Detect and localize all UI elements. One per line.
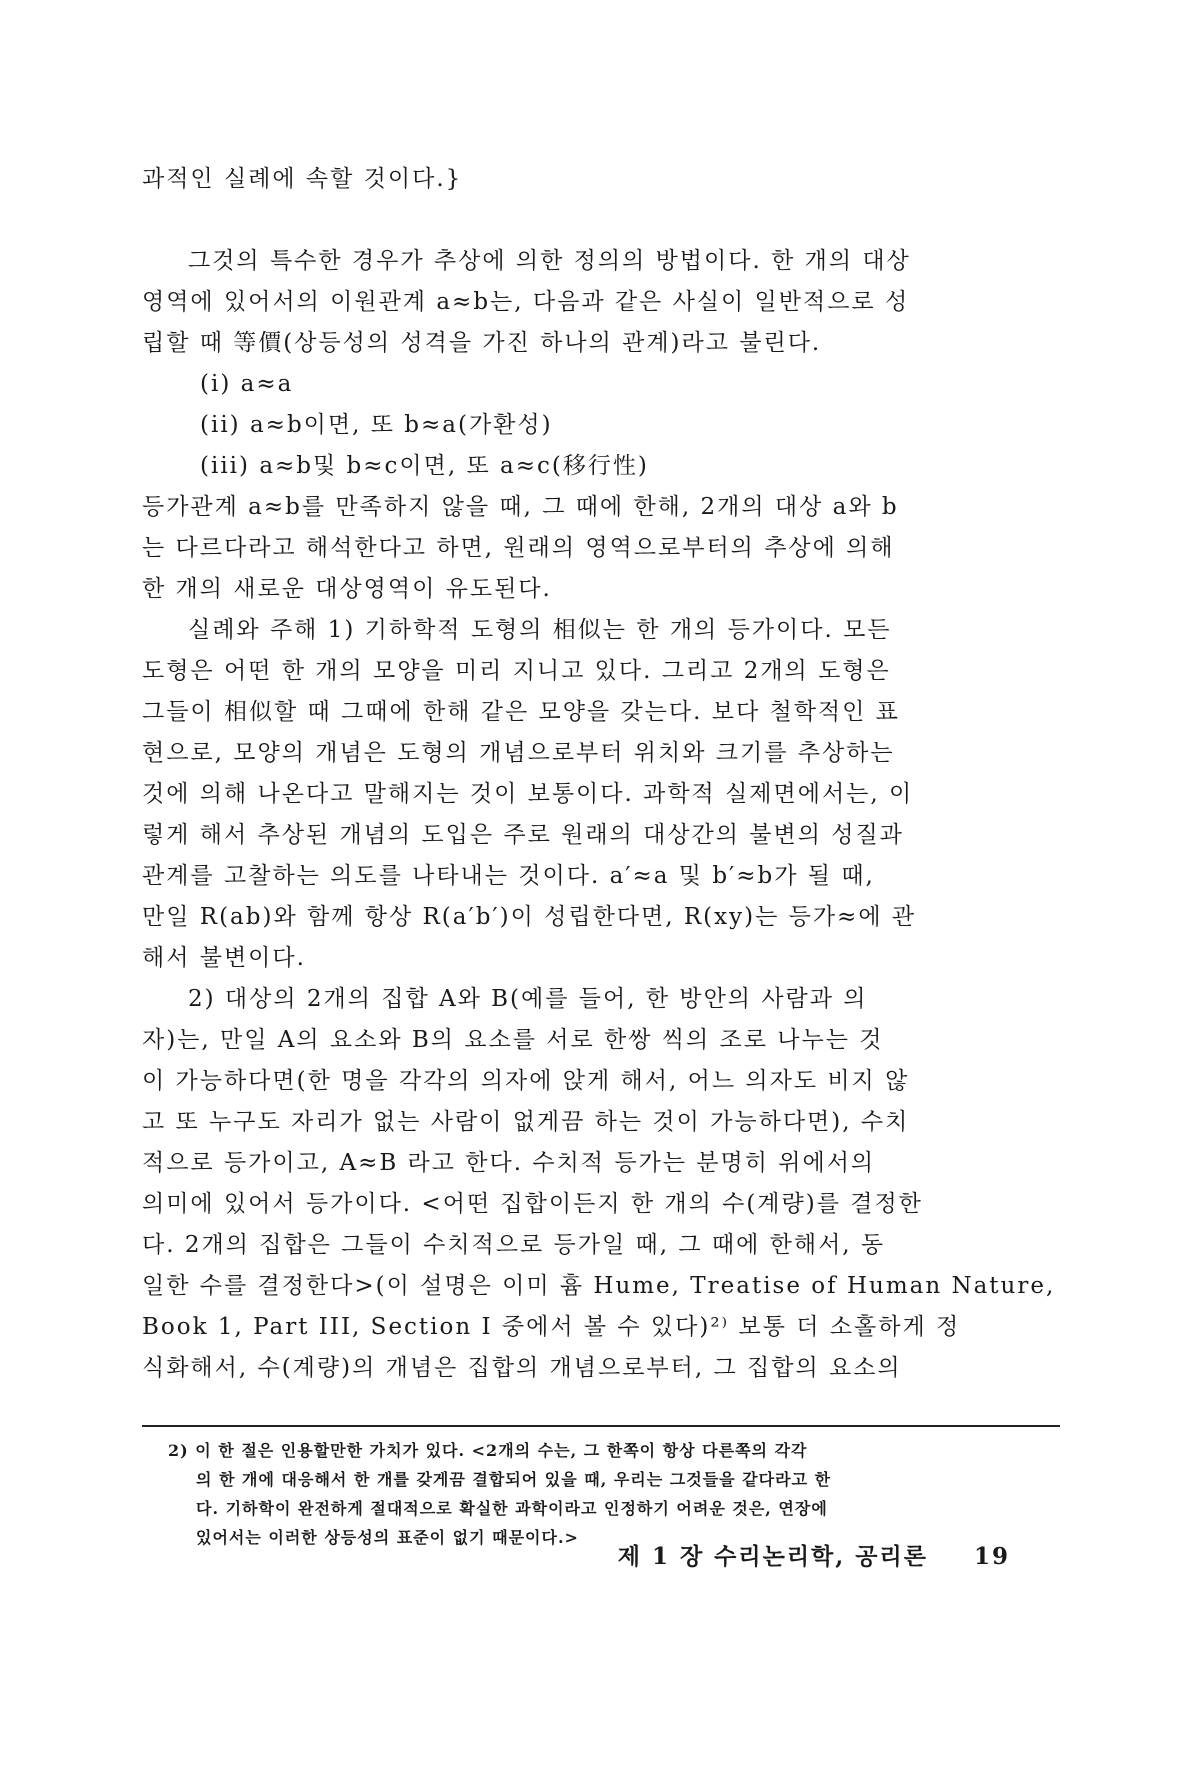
list-item: (i) a≈a (200, 371, 294, 397)
main-text (142, 159, 1062, 1389)
list-item: (iii) a≈b및 b≈c이면, 또 a≈c(移行性) (200, 453, 649, 479)
text-line: 다. 2개의 집합은 그들이 수치적으로 등가일 때, 그 때에 한해서, 동 (142, 1232, 886, 1258)
page-number: 19 (973, 1543, 1010, 1570)
text-line: 일한 수를 결정한다>(이 설명은 이미 흄 Hume, Treatise of Human Nature, (142, 1273, 1056, 1299)
text-line: 등가관계 a≈b를 만족하지 않을 때, 그 때에 한해, 2개의 대상 a와 b (142, 494, 899, 520)
text-line: 그것의 특수한 경우가 추상에 의한 정의의 방법이다. 한 개의 대상 (188, 248, 911, 274)
running-footer (600, 1538, 1010, 1571)
text-line: 도형은 어떤 한 개의 모양을 미리 지니고 있다. 그리고 2개의 도형은 (142, 658, 891, 684)
footnote (168, 1436, 1058, 1552)
blank-line (142, 200, 1062, 241)
text-line: Book 1, Part III, Section I 중에서 볼 수 있다)²⁾ 보통 더 소홀하게 정 (142, 1314, 961, 1340)
text-line: 해서 불변이다. (142, 945, 306, 971)
text-line: 과적인 실례에 속할 것이다.} (142, 166, 463, 192)
text-line: 이 가능하다면(한 명을 각각의 의자에 앉게 해서, 어느 의자도 비지 않 (142, 1068, 910, 1094)
text-line: 영역에 있어서의 이원관계 a≈b는, 다음과 같은 사실이 일반적으로 성 (142, 289, 910, 315)
text-line: 립할 때 等價(상등성의 성격을 가진 하나의 관계)라고 불린다. (142, 330, 822, 356)
footnote-line: 2) 이 한 절은 인용할만한 가치가 있다. <2개의 수는, 그 한쪽이 항상 다른쪽의 각각 (168, 1441, 808, 1460)
chapter-title: 제 1 장 수리논리학, 공리론 (617, 1543, 928, 1570)
text-line: 적으로 등가이고, A≈B 라고 한다. 수치적 등가는 분명히 위에서의 (142, 1150, 876, 1176)
text-line: 의미에 있어서 등가이다. <어떤 집합이든지 한 개의 수(계량)를 결정한 (142, 1191, 923, 1217)
text-line: 렇게 해서 추상된 개념의 도입은 주로 원래의 대상간의 불변의 성질과 (142, 822, 904, 848)
text-line: 자)는, 만일 A의 요소와 B의 요소를 서로 한쌍 씩의 조로 나누는 것 (142, 1027, 884, 1053)
text-line: 는 다르다라고 해석한다고 하면, 원래의 영역으로부터의 추상에 의해 (142, 535, 895, 561)
text-line: 것에 의해 나온다고 말해지는 것이 보통이다. 과학적 실제면에서는, 이 (142, 781, 914, 807)
text-line: 현으로, 모양의 개념은 도형의 개념으로부터 위치와 크기를 추상하는 (142, 740, 895, 766)
text-line: 그들이 相似할 때 그때에 한해 같은 모양을 갖는다. 보다 철학적인 표 (142, 699, 900, 725)
text-line: 2) 대상의 2개의 집합 A와 B(예를 들어, 한 방안의 사람과 의 (188, 986, 868, 1012)
text-line: 실례와 주해 1) 기하학적 도형의 相似는 한 개의 등가이다. 모든 (188, 617, 892, 643)
footnote-line: 있어서는 이러한 상등성의 표준이 없기 때문이다.> (196, 1528, 579, 1547)
text-line: 식화해서, 수(계량)의 개념은 집합의 개념으로부터, 그 집합의 요소의 (142, 1355, 902, 1381)
text-line: 만일 R(ab)와 함께 항상 R(a′b′)이 성립한다면, R(xy)는 등가≈에 관 (142, 904, 917, 930)
text-line: 한 개의 새로운 대상영역이 유도된다. (142, 576, 552, 602)
footnote-line: 의 한 개에 대응해서 한 개를 갖게끔 결합되어 있을 때, 우리는 그것들을 같다라고 한 (196, 1470, 832, 1489)
list-item: (ii) a≈b이면, 또 b≈a(가환성) (200, 412, 553, 438)
text-line: 고 또 누구도 자리가 없는 사람이 없게끔 하는 것이 가능하다면), 수치 (142, 1109, 910, 1135)
footnote-divider (142, 1425, 1060, 1427)
text-line: 관계를 고찰하는 의도를 나타내는 것이다. a′≈a 및 b′≈b가 될 때, (142, 863, 875, 889)
footnote-line: 다. 기하학이 완전하게 절대적으로 확실한 과학이라고 인정하기 어려운 것은, 연장에 (196, 1499, 828, 1518)
